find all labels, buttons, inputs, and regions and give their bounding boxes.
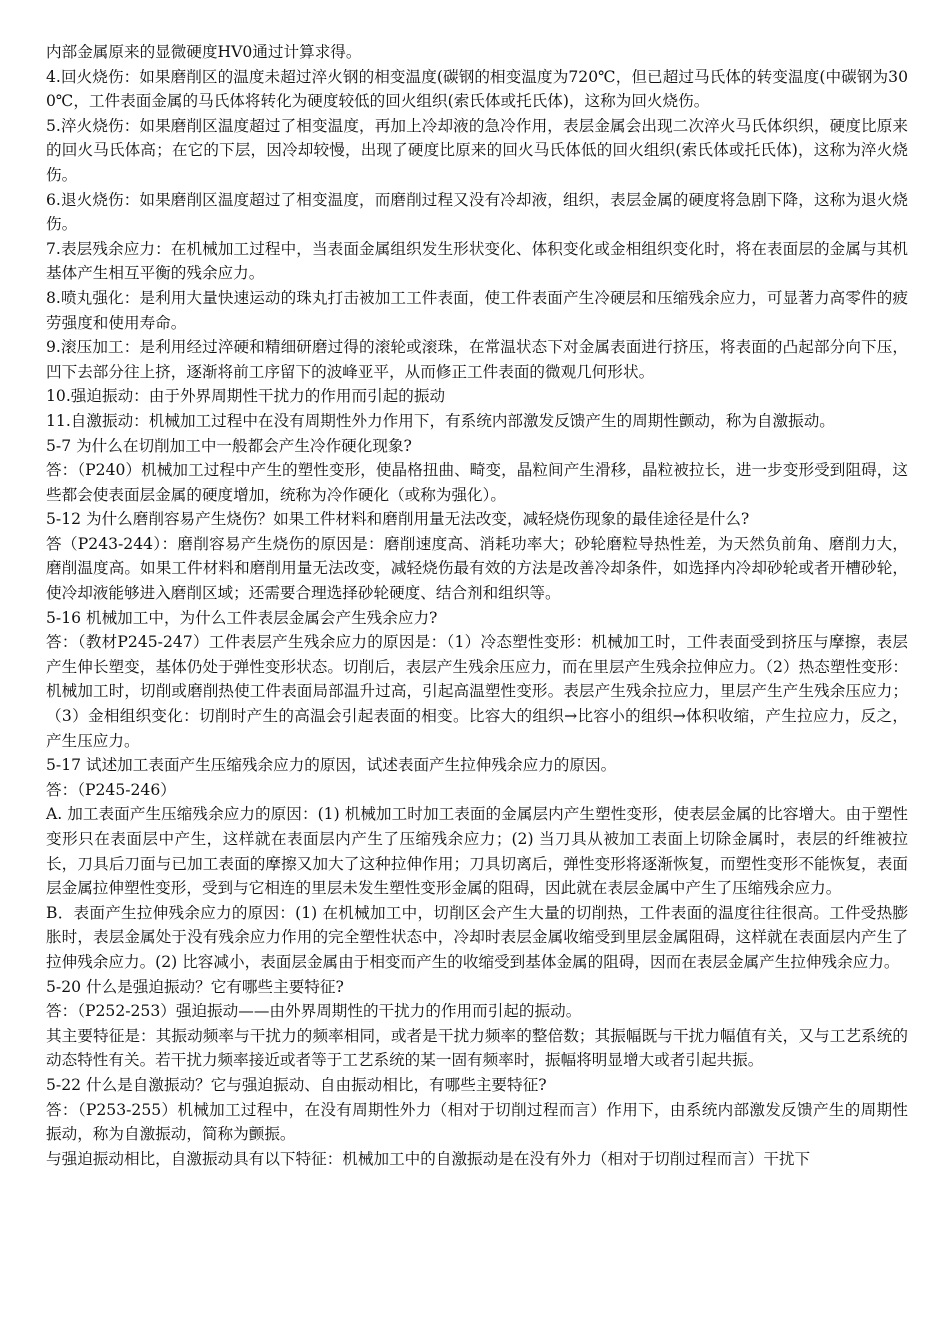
paragraph-rolling: 9.滚压加工：是利用经过淬硬和精细研磨过得的滚轮或滚珠，在常温状态下对金属表面进行挤压，将表面的凸起部分向下压，凹下去部分往上挤，逐渐将前工序留下的波峰亚平，从而修正工件表面的微观几何形状。 [46,338,908,381]
document-page [46,40,908,1171]
question-5-16: 5-16 机械加工中，为什么工件表层金属会产生残余应力? [46,608,438,627]
answer-5-20: 答：（P252-253）强迫振动——由外界周期性的干扰力的作用而引起的振动。 [46,1002,582,1021]
paragraph-shot-peening: 8.喷丸强化：是利用大量快速运动的珠丸打击被加工工件表面，使工件表面产生冷硬层和压缩残余应力，可显著力高零件的疲劳强度和使用寿命。 [46,288,908,332]
paragraph-self-excited-vibration: 11.自激振动：机械加工过程中在没有周期性外力作用下，有系统内部激发反馈产生的周期性颤动，称为自激振动。 [46,411,835,430]
answer-5-20-features: 其主要特征是：其振动频率与干扰力的频率相同，或者是干扰力频率的整倍数；其振幅既与干扰力幅值有关，又与工艺系统的动态特性有关。若干扰力频率接近或者等于工艺系统的某一固有频率时，振幅将明显增大或者引起共振。 [46,1026,908,1070]
answer-5-17-a: A. 加工表面产生压缩残余应力的原因：(1) 机械加工时加工表面的金属层内产生塑性变形，使表层金属的比容增大。由于塑性变形只在表面层中产生，这样就在表面层内产生了压缩残余应力；(2) 当刀具从被加工表面上切除金属时，表层的纤维被拉长，刀具后刀面与已加工表面的摩擦又加大了这种拉伸作用；刀具切离后，弹性变形将逐渐恢复，而塑性变形不能恢复，表面层金属拉伸塑性变形，受到与它相连的里层未发生塑性变形金属的阻碍，因此就在表层金属中产生了压缩残余应力。 [46,805,908,898]
paragraph-surface-residual-stress: 7.表层残余应力：在机械加工过程中，当表面金属组织发生形状变化、体积变化或金相组织变化时，将在表面层的金属与其机基体产生相互平衡的残余应力。 [46,239,908,283]
answer-5-17-ref: 答：（P245-246） [46,780,176,799]
paragraph-tempering-burn: 4.回火烧伤：如果磨削区的温度未超过淬火钢的相变温度(碳钢的相变温度为720℃，但已超过马氏体的转变温度(中碳钢为300℃，工件表面金属的马氏体将转化为硬度较低的回火组织(索氏体或托氏体)，这称为回火烧伤。 [46,67,908,111]
answer-5-7: 答：（P240）机械加工过程中产生的塑性变形，使晶格扭曲、畸变，晶粒间产生滑移，晶粒被拉长，进一步变形受到阻碍，这些都会使表面层金属的硬度增加，统称为冷作硬化（或称为强化）。 [46,461,908,504]
answer-5-17-b: B．表面产生拉伸残余应力的原因：(1) 在机械加工中，切削区会产生大量的切削热，工件表面的温度往往很高。工件受热膨胀时，表层金属处于没有残余应力作用的完全塑性状态中，冷却时表层金属收缩受到里层金属阻碍，这样就在表面层内产生了拉伸残余应力。(2) 比容减小，表面层金属由于相变而产生的收缩受到基体金属的阻碍，因而在表层金属产生拉伸残余应力。 [46,903,908,971]
paragraph-quenching-burn: 5.淬火烧伤：如果磨削区温度超过了相变温度，再加上冷却液的急冷作用，表层金属会出现二次淬火马氏体织织，硬度比原来的回火马氏体高；在它的下层，因冷却较慢，出现了硬度比原来的回火马氏体低的回火组织(索氏体或托氏体)，这称为淬火烧伤。 [46,116,908,184]
paragraph-hv0-calc: 内部金属原来的显微硬度HV0通过计算求得。 [46,43,362,61]
question-5-17: 5-17 试述加工表面产生压缩残余应力的原因，试述表面产生拉伸残余应力的原因。 [46,756,617,775]
answer-5-12: 答（P243-244）：磨削容易产生烧伤的原因是：磨削速度高、消耗功率大；砂轮磨粒导热性差，为天然负前角、磨削力大，磨削温度高。如果工件材料和磨削用量无法改变，减轻烧伤最有效的方法是改善冷却条件，如选择内冷却砂轮或者开槽砂轮，使冷却液能够进入磨削区域；还需要合理选择砂轮硬度、结合剂和组织等。 [46,534,908,603]
question-5-22: 5-22 什么是自激振动？它与强迫振动、自由振动相比，有哪些主要特征? [46,1075,547,1094]
question-5-12: 5-12 为什么磨削容易产生烧伤？如果工件材料和磨削用量无法改变，减轻烧伤现象的最佳途径是什么? [46,510,750,529]
answer-5-16: 答：（教材P245-247）工件表层产生残余应力的原因是：（1）冷态塑性变形：机械加工时，工件表面受到挤压与摩擦，表层产生伸长塑变，基体仍处于弹性变形状态。切削后，表层产生残余压应力，而在里层产生残余拉伸应力。（2）热态塑性变形：机械加工时，切削或磨削热使工件表面局部温升过高，引起高温塑性变形。表层产生残余拉应力，里层产生产生残余压应力；（3）金相组织变化：切削时产生的高温会引起表面的相变。比容大的组织→比容小的组织→体积收缩，产生拉应力，反之，产生压应力。 [46,633,908,750]
paragraph-forced-vibration: 10.强迫振动：由于外界周期性干扰力的作用而引起的振动 [46,387,446,406]
answer-5-22: 答：（P253-255）机械加工过程中，在没有周期性外力（相对于切削过程而言）作用下，由系统内部激发反馈产生的周期性振动，称为自激振动，简称为颤振。 [46,1100,908,1144]
answer-5-22-comparison: 与强迫振动相比，自激振动具有以下特征：机械加工中的自激振动是在没有外力（相对于切削过程而言）干扰下 [46,1149,811,1168]
question-5-7: 5-7 为什么在切削加工中一般都会产生冷作硬化现象? [46,436,412,455]
question-5-20: 5-20 什么是强迫振动？它有哪些主要特征? [46,977,344,996]
paragraph-annealing-burn: 6.退火烧伤：如果磨削区温度超过了相变温度，而磨削过程又没有冷却液，组织，表层金属的硬度将急剧下降，这称为退火烧伤。 [46,190,908,234]
